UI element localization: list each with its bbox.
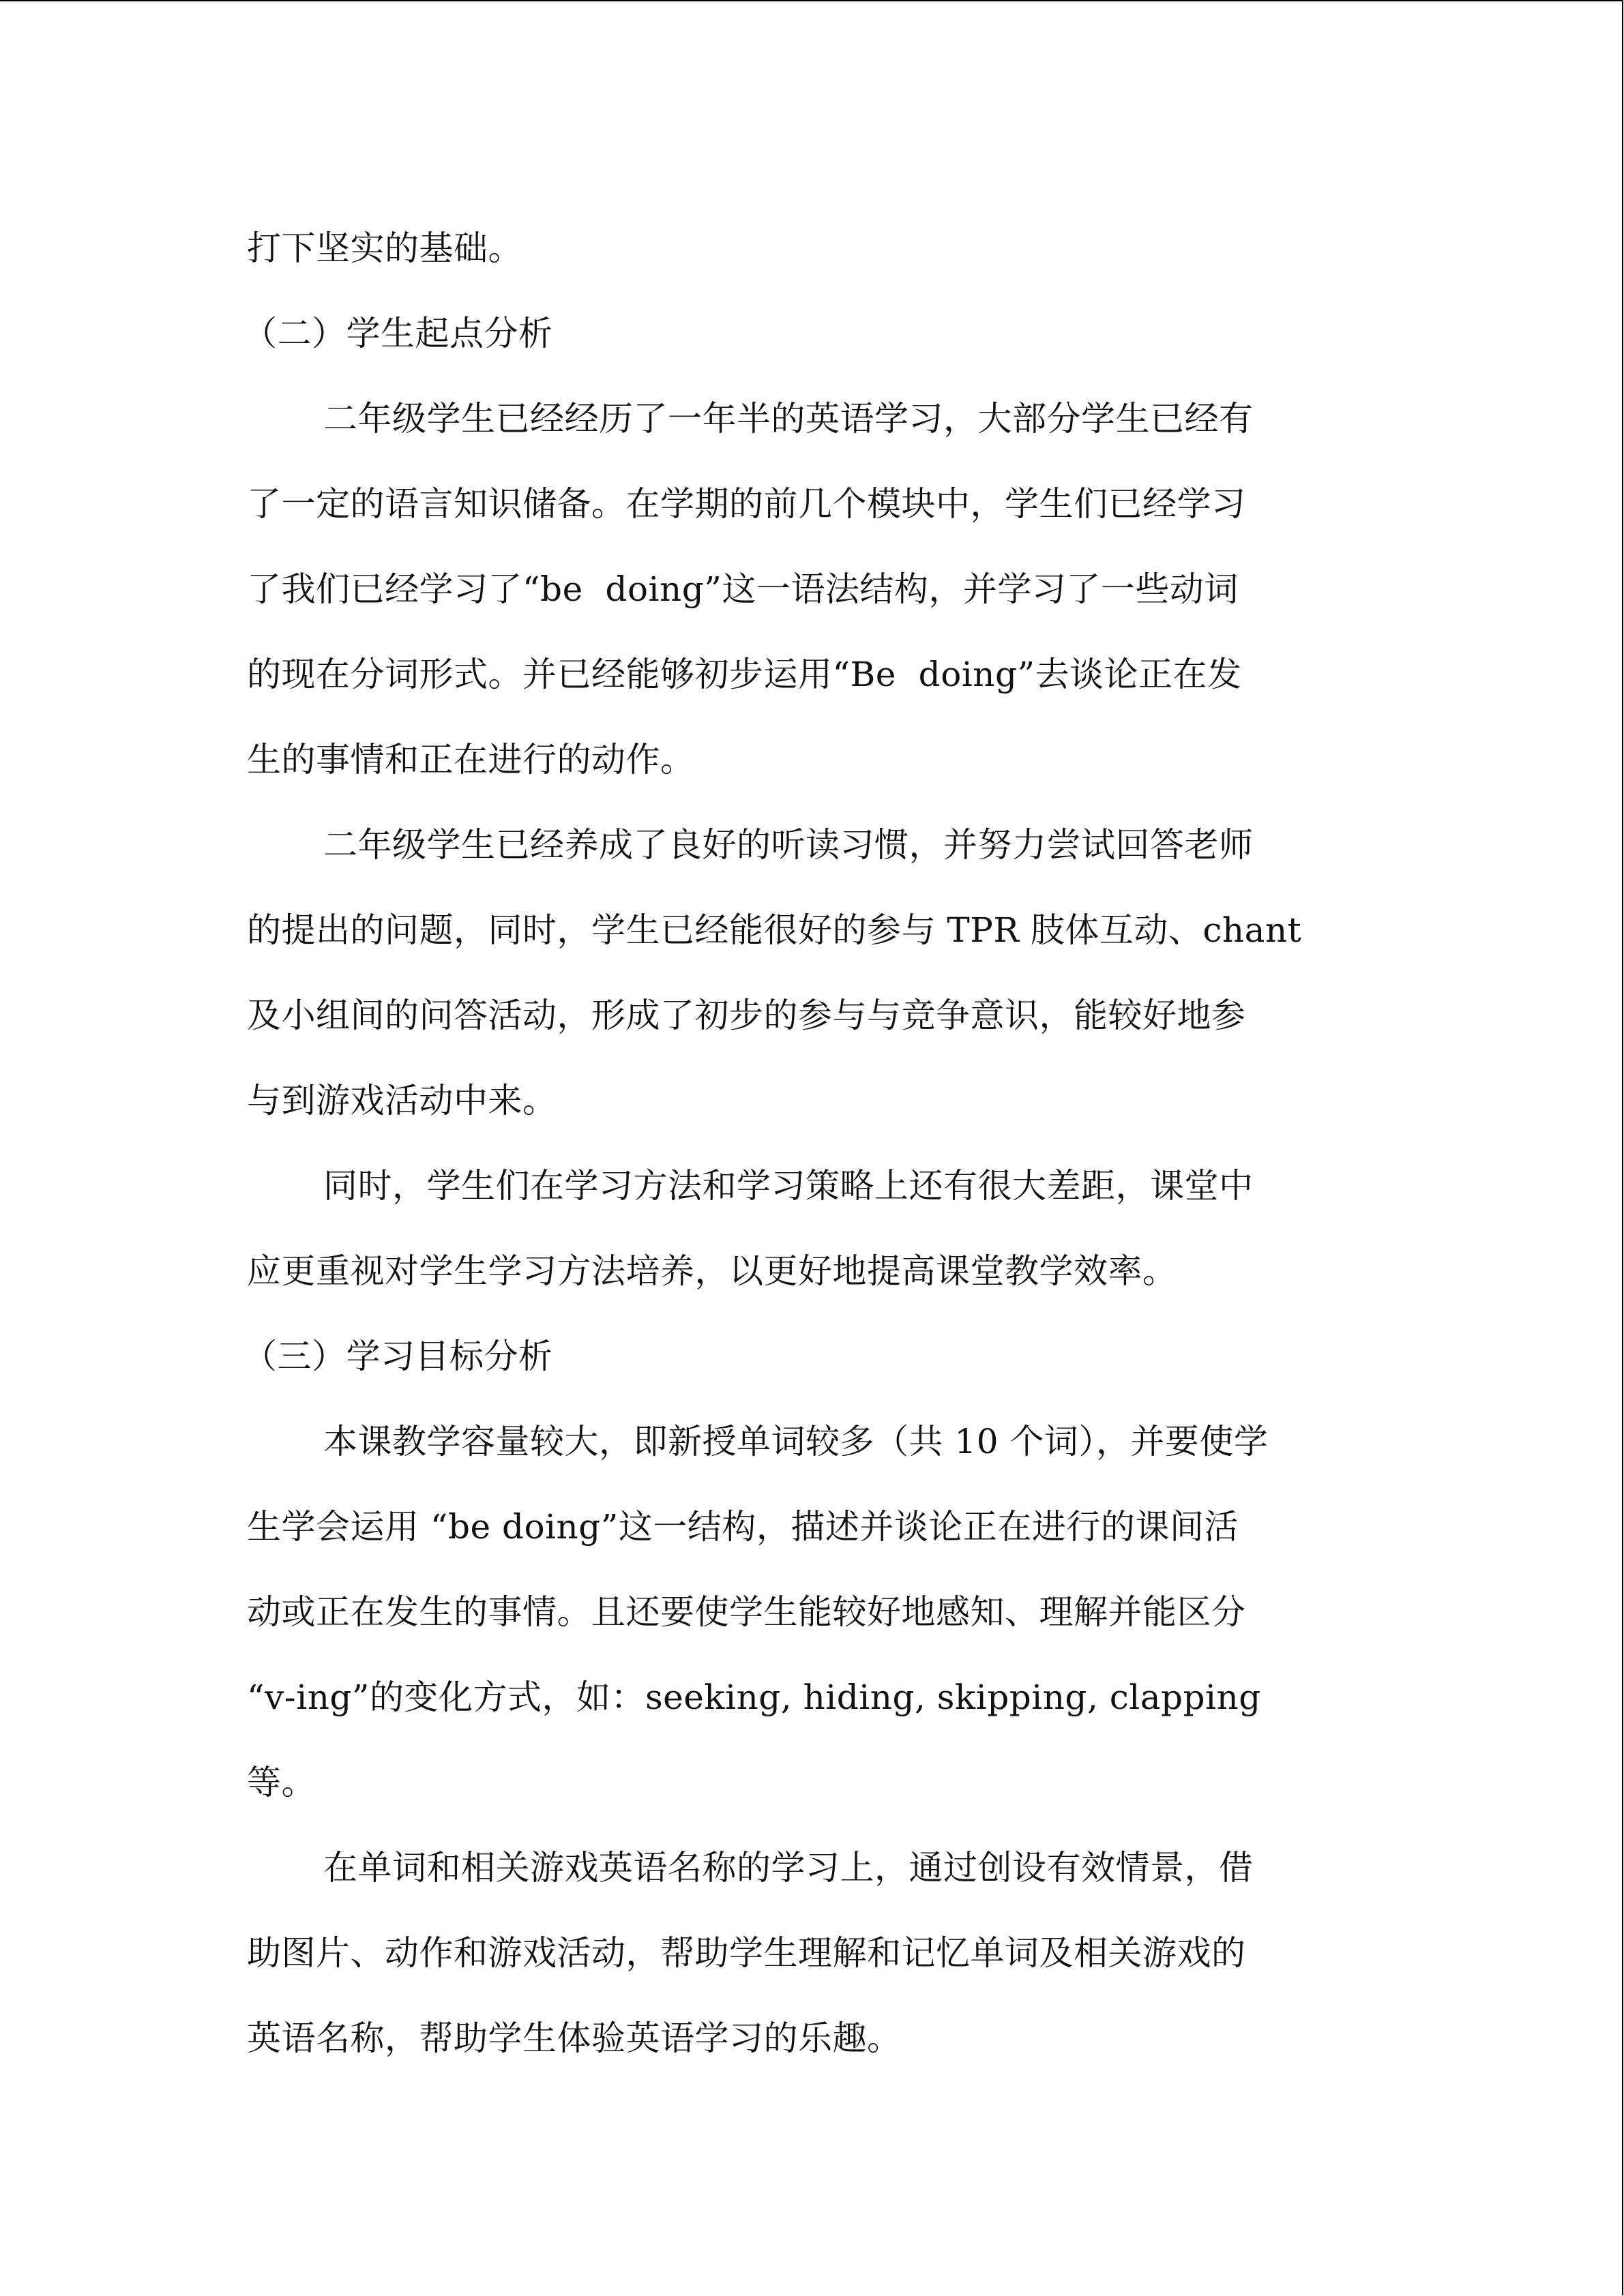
line-text: 生的事情和正在进行的动作。 <box>247 740 695 779</box>
line-text: 应更重视对学生学习方法培养，以更好地提高课堂教学效率。 <box>247 1251 1177 1291</box>
paragraph-start-line <box>247 376 1379 462</box>
line-text: 同时，学生们在学习方法和学习策略上还有很大差距，课堂中 <box>323 1166 1254 1206</box>
line-text: “v-ing”的变化方式，如：seeking, hiding, skipping, clapping <box>247 1678 1261 1717</box>
text-line <box>247 1911 1379 1996</box>
text-line <box>247 547 1379 632</box>
line-text: 与到游戏活动中来。 <box>247 1081 557 1120</box>
paragraph-start-line <box>247 1144 1379 1229</box>
text-line <box>247 462 1379 547</box>
line-text: 二年级学生已经经历了一年半的英语学习，大部分学生已经有 <box>323 399 1254 438</box>
line-text: 的现在分词形式。并已经能够初步运用“Be doing”去谈论正在发 <box>247 655 1242 694</box>
line-text: 等。 <box>247 1763 316 1802</box>
line-text: 助图片、动作和游戏活动，帮助学生理解和记忆单词及相关游戏的 <box>247 1933 1246 1973</box>
line-text: 的提出的问题，同时，学生已经能很好的参与 TPR 肢体互动、chant <box>247 910 1302 950</box>
line-text: 本课教学容量较大，即新授单词较多（共 10 个词），并要使学 <box>323 1422 1269 1461</box>
text-line-1 <box>247 206 1379 291</box>
heading-text: （二）学生起点分析 <box>243 314 553 353</box>
text-line <box>247 1229 1379 1314</box>
paragraph-start-line <box>247 803 1379 888</box>
line-text: 英语名称，帮助学生体验英语学习的乐趣。 <box>247 2018 902 2058</box>
section-heading-3 <box>243 1314 1379 1399</box>
text-line <box>247 1655 1379 1740</box>
text-line <box>247 888 1379 973</box>
line-text: 在单词和相关游戏英语名称的学习上，通过创设有效情景，借 <box>323 1848 1254 1888</box>
text-line <box>247 717 1379 803</box>
text-line <box>247 973 1379 1058</box>
text-line <box>247 632 1379 717</box>
text-line <box>247 1570 1379 1655</box>
line-text: 生学会运用 “be doing”这一结构，描述并谈论正在进行的课间活 <box>247 1507 1239 1547</box>
section-heading-2 <box>243 291 1379 376</box>
text-line <box>247 1058 1379 1144</box>
line-text: 动或正在发生的事情。且还要使学生能较好地感知、理解并能区分 <box>247 1592 1246 1632</box>
text-line <box>247 1996 1379 2081</box>
line-text: 二年级学生已经养成了良好的听读习惯，并努力尝试回答老师 <box>323 825 1254 865</box>
line-text: 了我们已经学习了“be doing”这一语法结构，并学习了一些动词 <box>247 569 1239 609</box>
paragraph-start-line <box>247 1825 1379 1911</box>
line-text: 及小组间的问答活动，形成了初步的参与与竞争意识，能较好地参 <box>247 996 1246 1035</box>
line-text: 了一定的语言知识储备。在学期的前几个模块中，学生们已经学习 <box>247 484 1246 524</box>
heading-text: （三）学习目标分析 <box>243 1337 553 1376</box>
text-line <box>247 1485 1379 1570</box>
paragraph-start-line <box>247 1399 1379 1485</box>
line-text: 打下坚实的基础。 <box>247 228 522 268</box>
document-body <box>243 206 1379 2081</box>
text-line <box>247 1740 1379 1825</box>
